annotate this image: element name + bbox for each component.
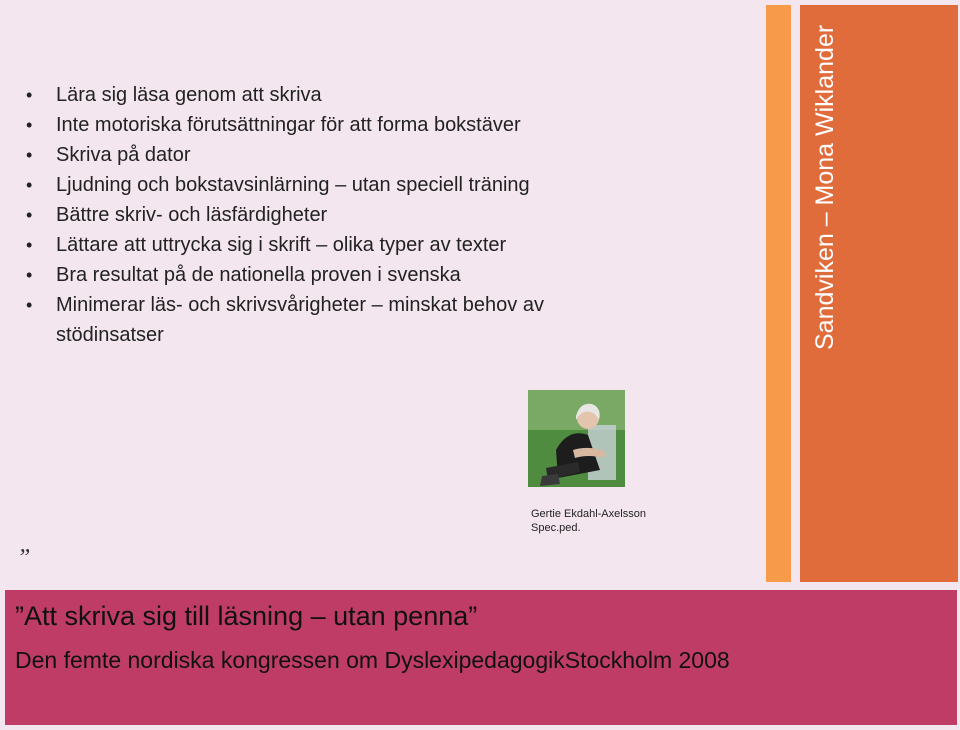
portrait-photo <box>528 390 625 487</box>
banner-subtitle: Den femte nordiska kongressen om DyslexipedagogikStockholm 2008 <box>15 647 730 673</box>
bullet-item: • Ljudning och bokstavsinlärning – utan speciell träning <box>26 170 646 200</box>
banner-title: ”Att skriva sig till läsning – utan penna” <box>15 601 478 631</box>
bullet-item: • Lättare att uttrycka sig i skrift – olika typer av texter <box>26 230 646 260</box>
title-banner <box>5 590 957 725</box>
bullet-item: • Skriva på dator <box>26 140 646 170</box>
author-vertical-label: Sandviken – Mona Wiklander <box>811 24 839 350</box>
bullet-item: • Lära sig läsa genom att skriva <box>26 80 646 110</box>
bullet-item: • Bättre skriv- och läsfärdigheter <box>26 200 646 230</box>
portrait-illustration <box>528 390 625 487</box>
quote-mark: ” <box>17 545 31 571</box>
photo-caption-name: Gertie Ekdahl-Axelsson <box>531 508 646 520</box>
bullet-item: • Minimerar läs- och skrivsvårigheter – minskat behov av stödinsatser <box>26 290 646 350</box>
bullet-item: • Bra resultat på de nationella proven i svenska <box>26 260 646 290</box>
accent-bar-light <box>766 5 791 582</box>
photo-caption-title: Spec.ped. <box>531 522 581 534</box>
bullet-list <box>26 80 646 350</box>
bullet-item: • Inte motoriska förutsättningar för att forma bokstäver <box>26 110 646 140</box>
photo-caption <box>531 507 646 535</box>
